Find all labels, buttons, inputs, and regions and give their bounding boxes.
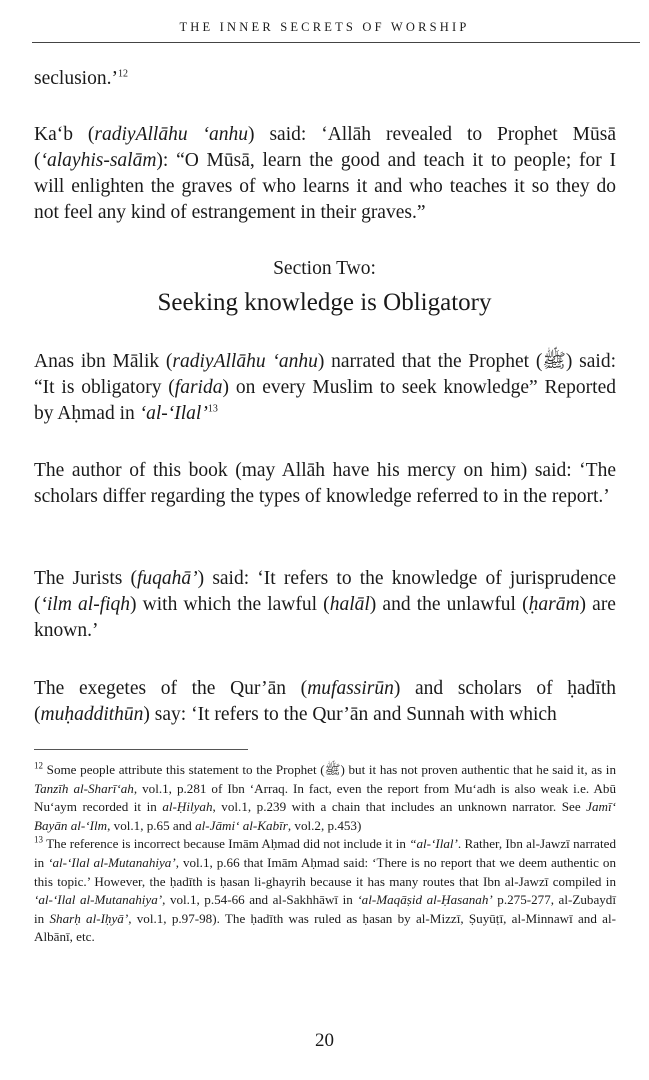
running-header: THE INNER SECRETS OF WORSHIP bbox=[179, 20, 470, 34]
paragraph-jurists: The Jurists (fuqahā’) said: ‘It refers to the knowledge of jurisprudence (‘ilm al-fiqh) with which the lawful (halāl) and the unlawful (ḥarām) are known.’ bbox=[34, 568, 616, 641]
page-number: 20 bbox=[315, 1030, 334, 1051]
section-label: Section Two: bbox=[273, 258, 376, 279]
header-rule bbox=[32, 42, 640, 43]
footnote-rule bbox=[34, 749, 248, 750]
footnote-ref-13: 13 bbox=[207, 403, 218, 415]
salawat-seal-icon: ﷺ bbox=[542, 351, 566, 372]
footnote-ref-12: 12 bbox=[117, 68, 128, 80]
paragraph-anas: Anas ibn Mālik (radiyAllāhu ‘anhu) narrated that the Prophet (ﷺ) said: “It is obligatory (farida) on every Muslim to seek knowledge” Reported by Aḥmad in ‘al-‘Ilal’$^{13}$ bbox=[34, 351, 616, 424]
paragraph-kab: Ka‘b (radiyAllāhu ‘anhu) said: ‘Allāh revealed to Prophet Mūsā (‘alayhis-salām): “O Mūsā, learn the good and teach it to people; for I will enlighten the graves of who learns it and who teaches it so they do not feel any kind of estrangement in their graves.” bbox=[34, 124, 616, 223]
salawat-seal-icon: ﷺ bbox=[324, 762, 341, 777]
paragraph-seclusion: seclusion.’$^{12}$ bbox=[34, 68, 128, 89]
section-title: Seeking knowledge is Obligatory bbox=[157, 289, 492, 316]
footnotes bbox=[34, 761, 616, 947]
footnote-13: $^{13}$ The reference is incorrect because Imām Aḥmad did not include it in “al-‘Ilal’. Rather, Ibn al-Jawzī narrated in ‘al-‘Ilal al-Mutanahiya’, vol.1, p.66 that Imām Aḥmad said: ‘There is no report that we deem authentic on this topic.’ However, the ḥadīth is ḥasan li-ghayrih because it has many routes that Ibn al-Jawzī compiled in ‘al-‘Ilal al-Mutanahiya’, vol.1, p.54-66 and al-Sakhhāwī in ‘al-Maqāṣid al-Ḥasanah’ p.275-277, al-Zubaydī in Sharḥ al-Iḥyā’, vol.1, p.97-98). The ḥadīth was ruled as ḥasan by al-Mizzī, Ṣuyūṭī, al-Minnawī and al-Albānī, etc. bbox=[34, 835, 616, 945]
footnote-12: $^{12}$ Some people attribute this statement to the Prophet (ﷺ) but it has not proven authentic that he said it, as in Tanzīh al-Sharī‘ah, vol.1, p.281 of Ibn ‘Arraq. In fact, even the report from Mu‘adh is also weak i.e. Abū Nu‘aym recorded it in al-Ḥilyah, vol.1, p.239 with a chain that includes an unknown narrator. See Jamī‘ Bayān al-‘Ilm, vol.1, p.65 and al-Jāmi‘ al-Kabīr, vol.2, p.453) bbox=[34, 760, 616, 833]
paragraph-author: The author of this book (may Allāh have his mercy on him) said: ‘The scholars differ regarding the types of knowledge referred to in the report.’ bbox=[34, 460, 616, 507]
paragraph-exegetes: The exegetes of the Qur’ān (mufassirūn) and scholars of ḥadīth (muḥaddithūn) say: ‘It refers to the Qur’ān and Sunnah with which bbox=[34, 678, 616, 725]
